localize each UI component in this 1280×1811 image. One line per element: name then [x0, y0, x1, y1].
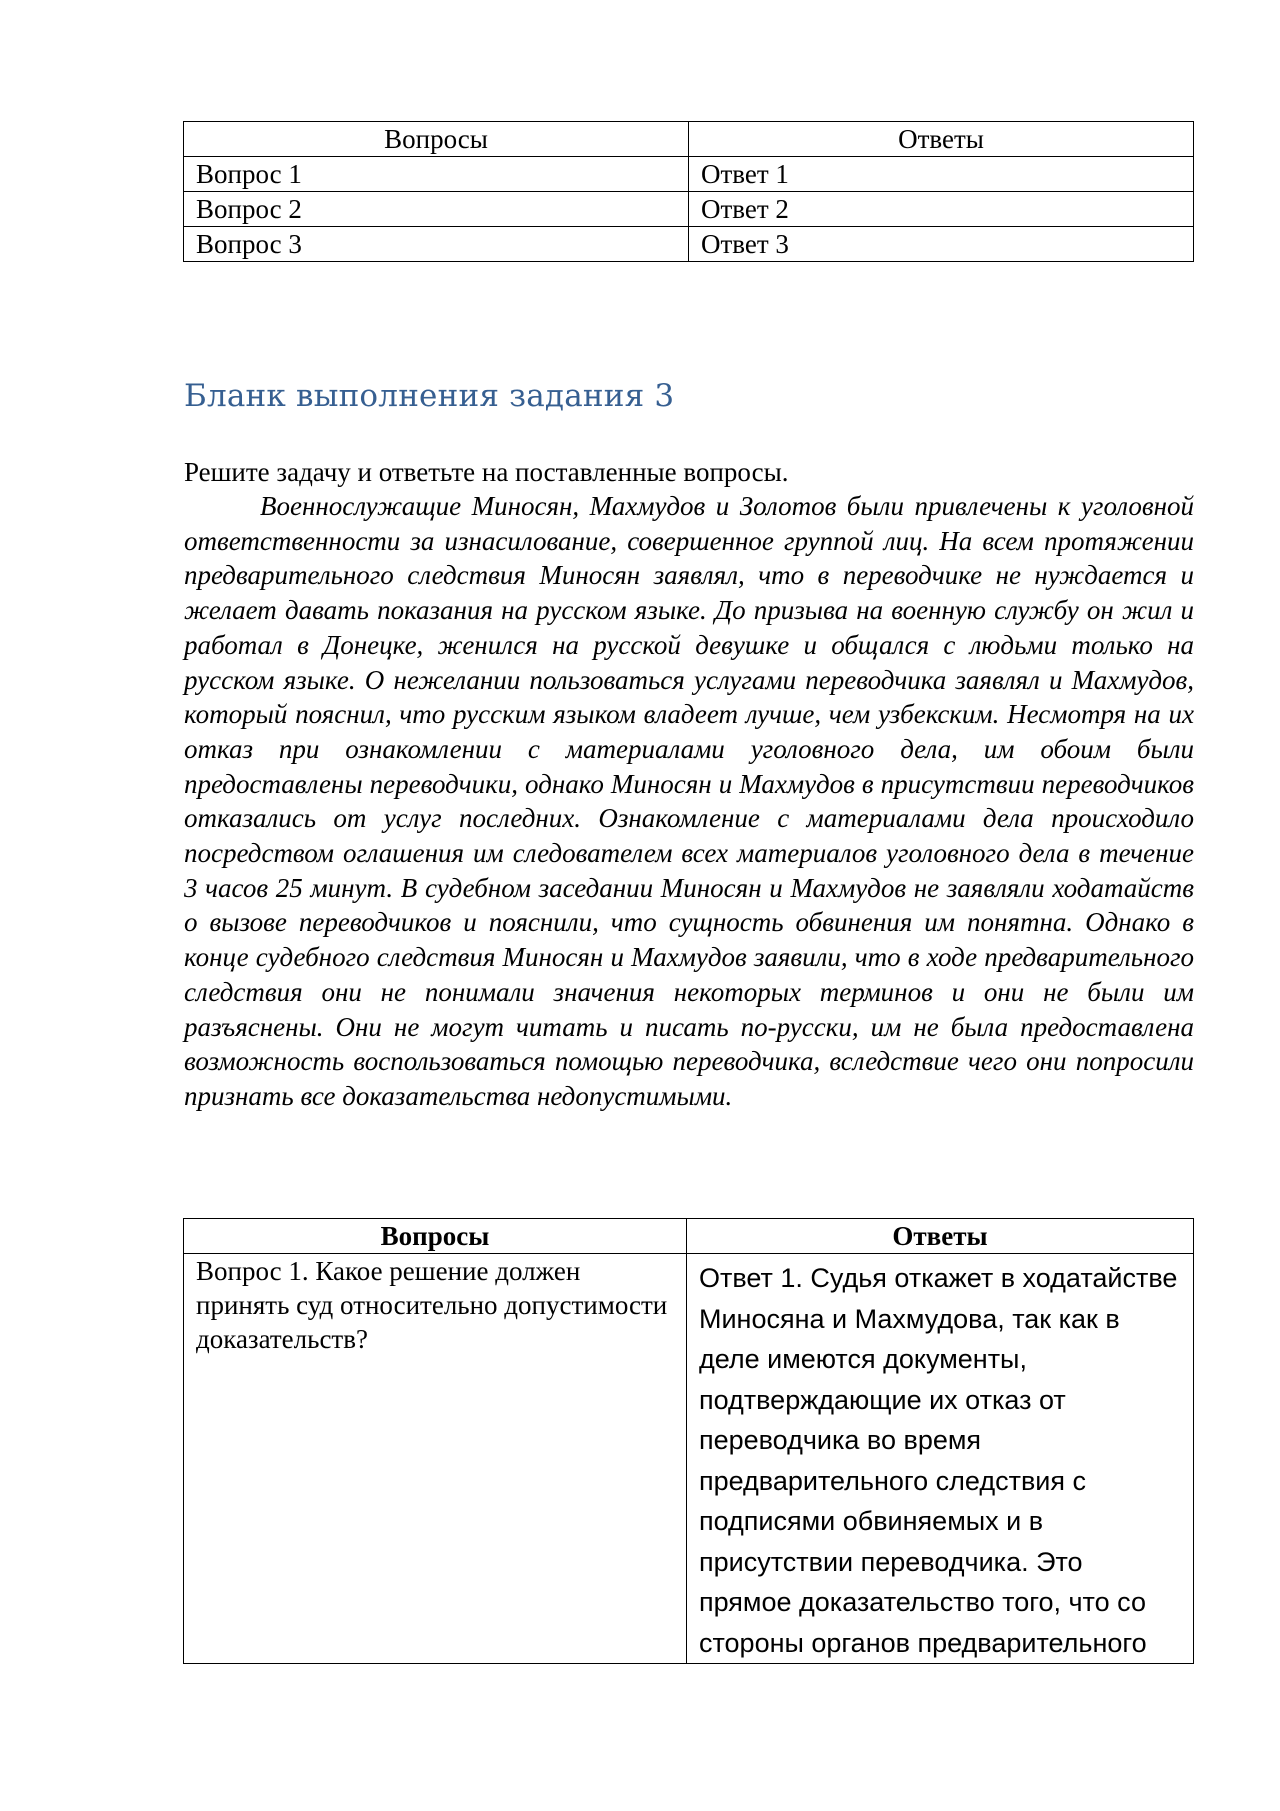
table-row	[184, 227, 1194, 262]
header-questions: Вопросы	[184, 122, 689, 157]
table-row	[184, 1254, 1194, 1664]
question-cell: Вопрос 2	[184, 192, 689, 227]
question-cell: Вопрос 3	[184, 227, 689, 262]
task-text: Военнослужащие Миносян, Махмудов и Золотов были привлечены к уголовной ответственности за изнасилование, совершенное группой лиц. На всем протяжении предварительного следствия Миносян заявлял, что в переводчике не нуждается и желает давать показания на русском языке. До призыва на военную службу он жил и работал в Донецке, женился на русской девушке и общался с людьми только на русском языке. О нежелании пользоваться услугами переводчика заявлял и Махмудов, который пояснил, что русским языком владеет лучше, чем узбекским. Несмотря на их отказ при ознакомлении с материалами уголовного дела, им обоим были предоставлены переводчики, однако Миносян и Махмудов в присутствии переводчиков отказались от услуг последних. Ознакомление с материалами дела происходило посредством оглашения им следователем всех материалов уголовного дела в течение 3 часов 25 минут. В судебном заседании Миносян и Махмудов не заявляли ходатайств о вызове переводчиков и пояснили, что сущность обвинения им понятна. Однако в конце судебного следствия Миносян и Махмудов заявили, что в ходе предварительного следствия они не понимали значения некоторых терминов и они не были им разъяснены. Они не могут читать и писать по-русски, им не была предоставлена возможность воспользоваться помощью переводчика, вследствие чего они попросили признать все доказательства недопустимыми.	[184, 491, 1194, 1111]
section-heading: Бланк выполнения задания 3	[184, 378, 675, 414]
questions-answers-table-2	[183, 1218, 1194, 1664]
question-cell: Вопрос 1	[184, 157, 689, 192]
questions-answers-table-1	[183, 121, 1194, 262]
answer-cell: Ответ 2	[689, 192, 1194, 227]
header-answers: Ответы	[686, 1219, 1193, 1254]
answer-cell: Ответ 3	[689, 227, 1194, 262]
answer-cell: Ответ 1. Судья откажет в ходатайстве Миносяна и Махмудова, так как в деле имеются документы, подтверждающие их отказ от переводчика во время предварительного следствия с подписями обвиняемых и в присутствии переводчика. Это прямое доказательство того, что со стороны органов предварительного	[686, 1254, 1193, 1664]
question-cell: Вопрос 1. Какое решение должен принять суд относительно допустимости доказательств?	[184, 1254, 687, 1664]
table-row	[184, 157, 1194, 192]
answer-cell: Ответ 1	[689, 157, 1194, 192]
table-row	[184, 192, 1194, 227]
table-header-row	[184, 122, 1194, 157]
table-header-row	[184, 1219, 1194, 1254]
task-instruction: Решите задачу и ответьте на поставленные вопросы.	[184, 457, 789, 487]
header-answers: Ответы	[689, 122, 1194, 157]
header-questions: Вопросы	[184, 1219, 687, 1254]
